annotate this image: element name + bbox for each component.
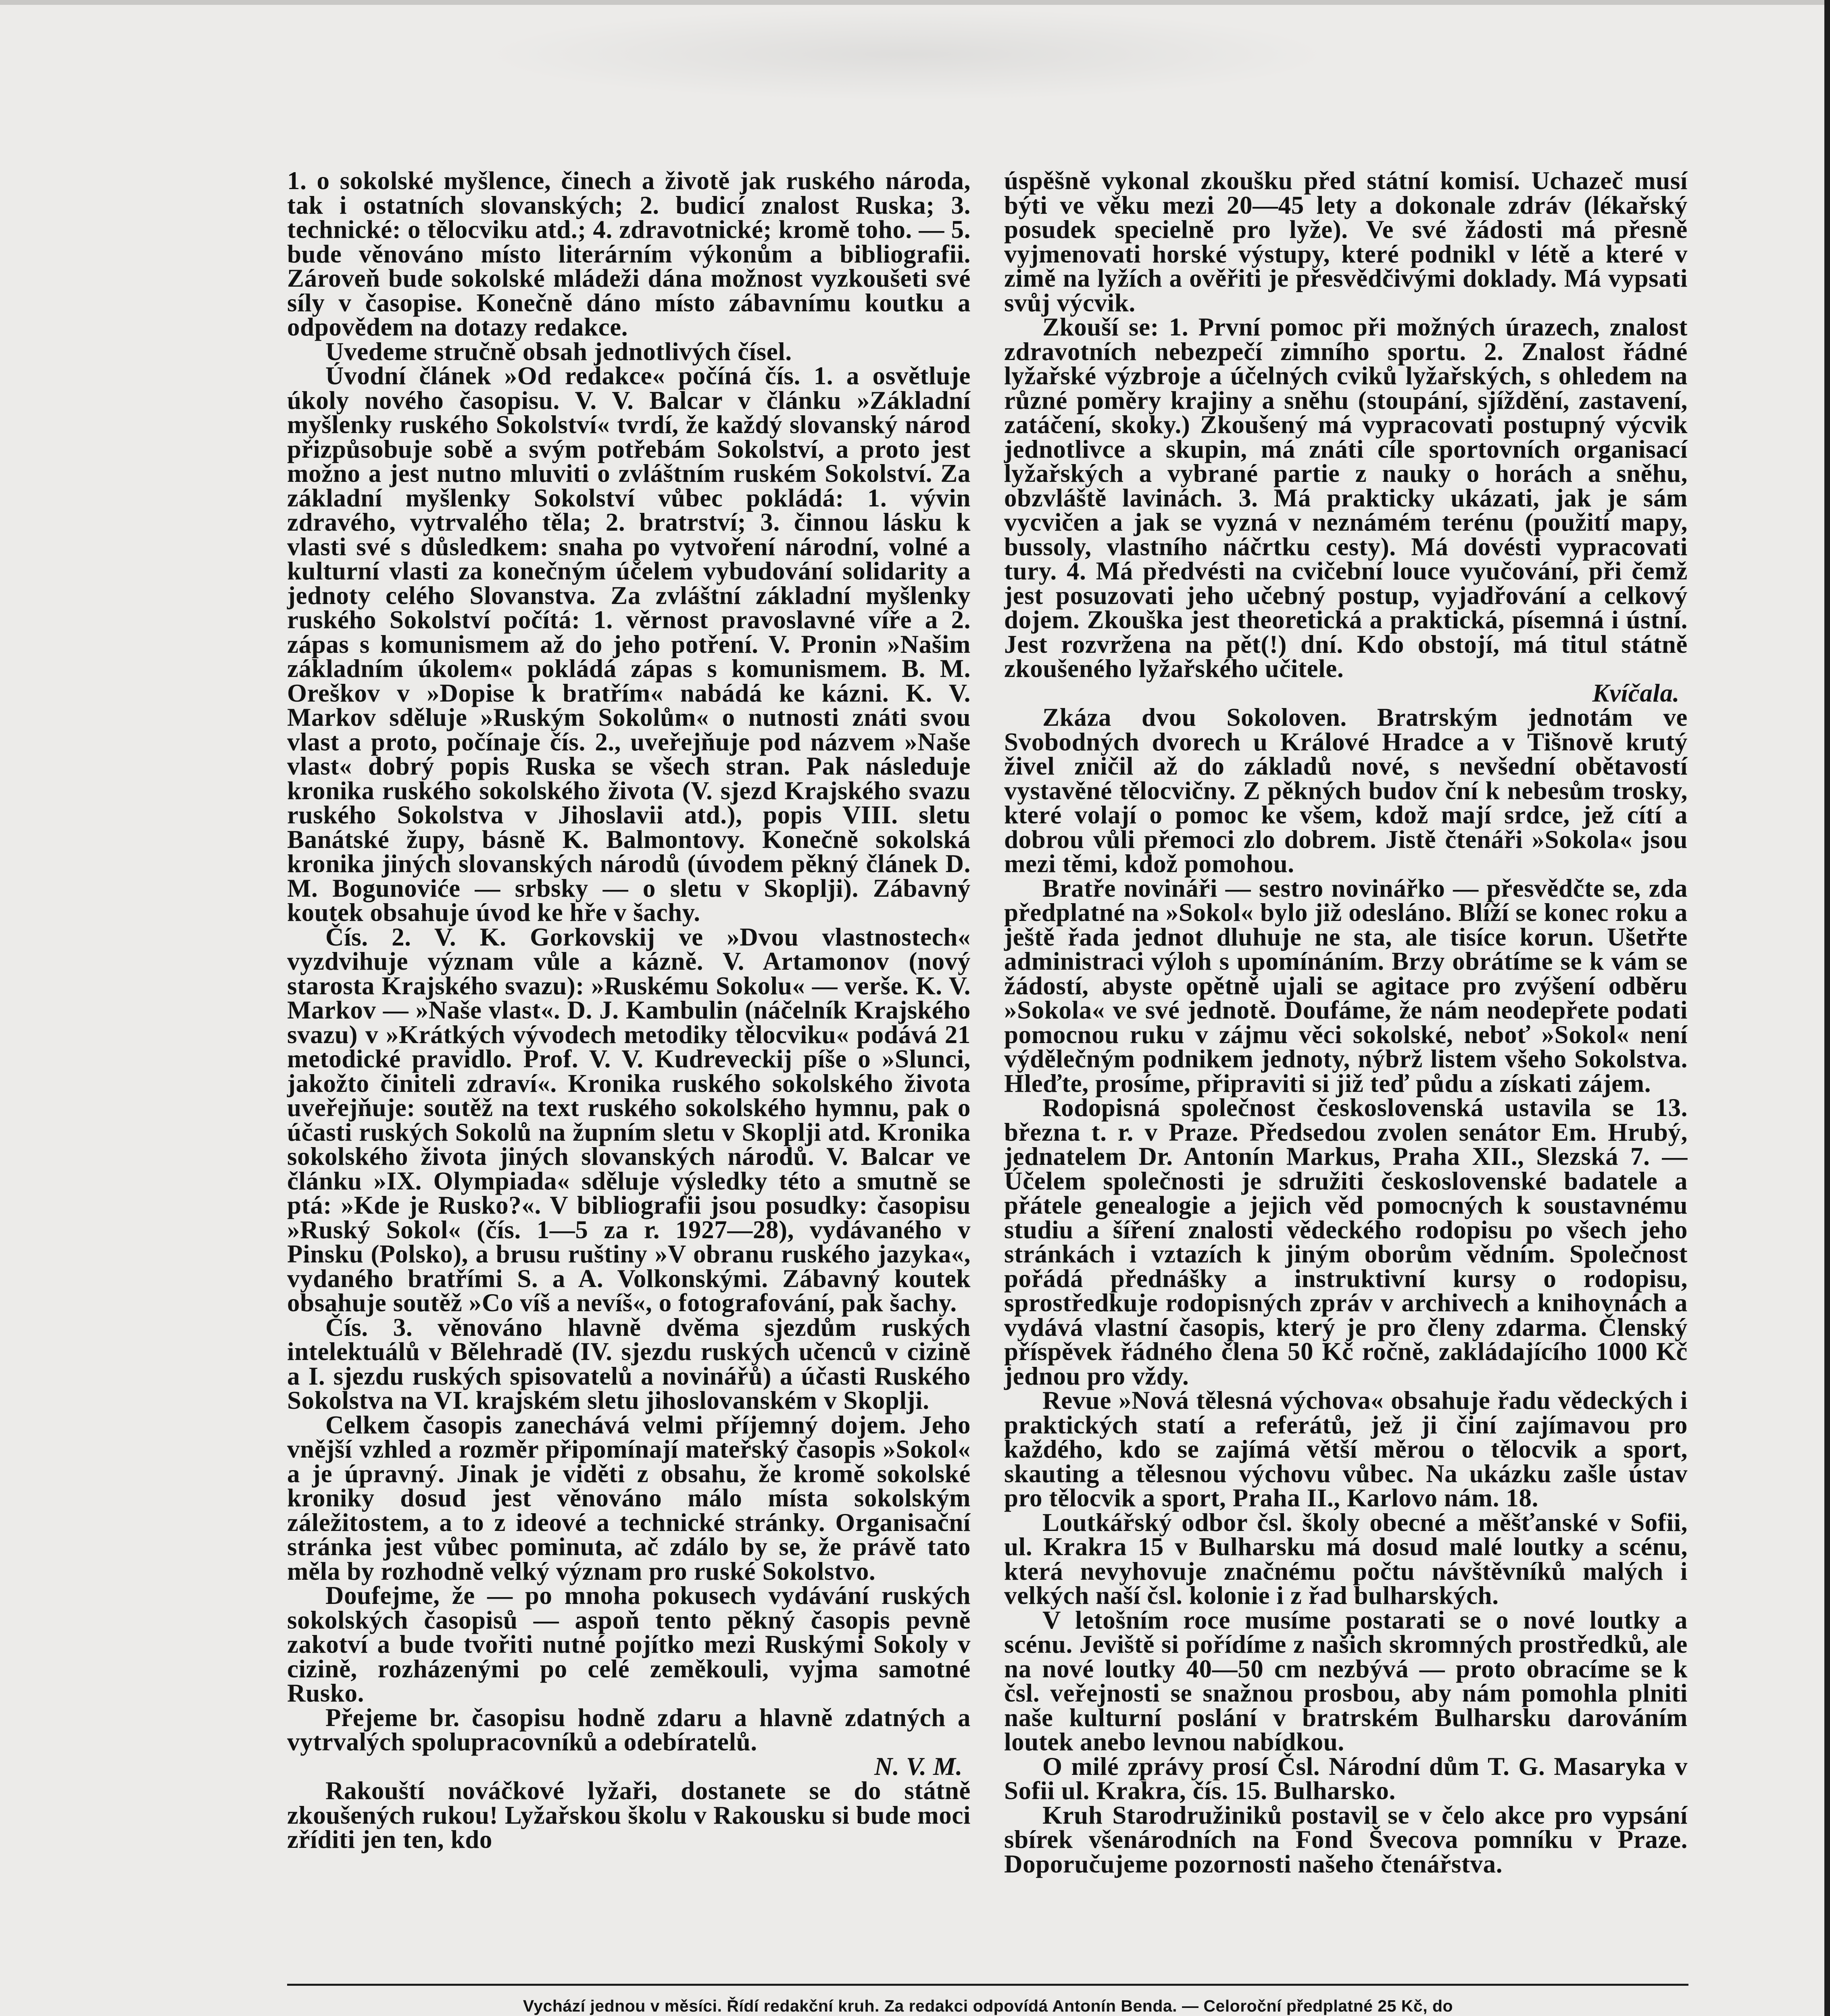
left-text-column xyxy=(287,169,971,1852)
paragraph-hope: Doufejme, že — po mnoha pokusech vydávání ruských sokolských časopisů — aspoň tento pěkný časopis pevně zakotví a bude tvořiti nutné pojítko mezi Ruskými Sokoly v cizině, rozházenými po celé zeměkouli, vyjma samotné Rusko. xyxy=(287,1581,971,1707)
paragraph-issue-3: Čís. 3. věnováno hlavně dvěma sjezdům ruských intelektuálů v Bělehradě (IV. sjezdu ruských učenců v cizině a I. sjezdu ruských spisovatelů a novinářů) a účasti Ruského Sokolstva na VI. krajském sletu jihoslovanském v Skoplji. xyxy=(287,1313,971,1414)
paragraph-austrian-skiers: Rakouští nováčkové lyžaři, dostanete se do státně zkoušených rukou! Lyžařskou školu v Rakousku si bude moci zříditi jen ten, kdo xyxy=(287,1776,971,1854)
paragraph-revue: Revue »Nová tělesná výchova« obsahuje řadu vědeckých i praktických statí a referátů, jež ji činí zajímavou pro každého, kdo se zajímá větší měrou o tělocvik a sport, skauting a tělesnou výchovu vůbec. Na ukázku zašle ústav pro tělocvik a sport, Praha II., Karlovo nám. 18. xyxy=(1004,1386,1688,1512)
scan-top-edge xyxy=(0,0,1830,5)
signature-nvm: N. V. M. xyxy=(874,1752,963,1781)
scan-smudge xyxy=(484,8,1331,101)
paragraph-puppet-appeal: V letošním roce musíme postarati se o nové loutky a scénu. Jeviště si pořídíme z našich skromných prostředků, ale na nové loutky 40—50 cm nezbývá — proto obracíme se k čsl. veřejnosti se snažnou prosbou, aby nám pomohla plniti naše kulturní poslání v bratrském Bulharsku darováním loutek anebo levnou nabídkou. xyxy=(1004,1606,1688,1756)
paragraph-intro-list: 1. o sokolské myšlence, činech a životě jak ruského národa, tak i ostatních slovanských; 2. budicí znalost Ruska; 3. technické: o tělocviku atd.; 4. zdravotnické; kromě toho. — 5. bude věnováno místo literárním výkonům a bibliografii. Zároveň bude sokolské mládeži dána možnost vyzkoušeti své síly v časopise. Konečně dáno místo zábavnímu koutku a odpovědem na dotazy redakce. xyxy=(287,167,971,341)
paragraph-genealogy-society: Rodopisná společnost československá ustavila se 13. března t. r. v Praze. Předsedou zvolen senátor Em. Hrubý, jednatelem Dr. Antonín Markus, Praha XII., Slezská 7. — Účelem společnosti je sdružiti československé badatele a přátele genealogie a jejich věd pomocných k soustavnému studiu a šíření znalosti vědeckého rodopisu po všech jeho stránkách i vztazích k jiným oborům vědním. Společnost pořádá přednášky a instruktivní kursy o rodopisu, sprostředkuje rodopisných zpráv v archivech a knihovnách a vydává vlastní časopis, který je pro členy zdarma. Členský příspěvek řádného člena 50 Kč ročně, zakládajícího 1000 Kč jednou pro vždy. xyxy=(1004,1093,1688,1390)
paragraph-puppet-section: Loutkářský odbor čsl. školy obecné a měšťanské v Sofii, ul. Krakra 15 v Bulharsku má dosud malé loutky a scénu, která nevyhovuje značnému počtu návštěvníků malých i velkých naší čsl. kolonie i z řad bulharských. xyxy=(1004,1508,1688,1610)
paragraph-issue-1: Úvodní článek »Od redakce« počíná čís. 1. a osvětluje úkoly nového časopisu. V. V. Balcar v článku »Základní myšlenky ruského Sokolství« tvrdí, že každý slovanský národ přizpůsobuje sobě a svým potřebám Sokolství, a proto jest možno a jest nutno mluviti o zvláštním ruském Sokolství. Za základní myšlenky Sokolství vůbec pokládá: 1. vývin zdravého, vytrvalého těla; 2. bratrství; 3. činnou lásku k vlasti své s důsledkem: snaha po vytvoření národní, volné a kulturní vlasti za konečným účelem vybudování solidarity a jednoty celého Slovanstva. Za zvláštní základní myšlenky ruského Sokolství počítá: 1. věrnost pravoslavné víře a 2. zápas s komunismem až do jeho potření. V. Pronin »Našim základním úkolem« pokládá zápas s komunismem. B. M. Oreškov v »Dopise k bratřím« nabádá ke kázni. K. V. Markov sděluje »Ruským Sokolům« o nutnosti znáti svou vlast a proto, počínaje čís. 2., uveřejňuje pod názvem »Naše vlast« dobrý popis Ruska se všech stran. Pak následuje kronika ruského sokolského života (V. sjezd Krajského svazu ruského Sokolstva v Jihoslavii atd.), popis VIII. sletu Banátské župy, básně K. Balmontovy. Konečně sokolská kronika jiných slovanských národů (úvodem pěkný článek D. M. Bogunoviće — srbsky — o sletu v Skoplji). Zábavný koutek obsahuje úvod ke hře v šachy. xyxy=(287,362,971,927)
scan-right-edge xyxy=(1824,0,1830,2016)
right-text-column xyxy=(1004,169,1688,1876)
paragraph-exam-contents: Zkouší se: 1. První pomoc při možných úrazech, znalost zdravotních nebezpečí zimního sportu. 2. Znalost řádné lyžařské výzbroje a účelných cviků lyžařských, s ohledem na různé poměry krajiny a sněhu (stoupání, sjíždění, zastavení, zatáčení, skoky.) Zkoušený má vypracovati postupný výcvik jednotlivce a skupin, má znáti cíle sportovních organisací lyžařských a vybrané partie z nauky o horách a sněhu, obzvláště lavinách. 3. Má prakticky ukázati, jak je sám vycvičen a jak se vyzná v neznámém terénu (použití mapy, bussoly, vlastního náčrtku cesty). Má dovésti vypracovati tury. 4. Má předvésti na cvičební louce vyučování, při čemž jest posuzovati jeho učebný postup, vyjadřování a celkový dojem. Zkouška jest theoretická a praktická, písemná i ústní. Jest rozvržena na pět(!) dní. Kdo obstojí, má titul státně zkoušeného lyžařského učitele. xyxy=(1004,313,1688,683)
paragraph-starodruzinici: Kruh Starodružiniků postavil se v čelo akce pro vypsání sbírek všenárodních na Fond Švecova pomníku v Praze. Doporučujeme pozornosti našeho čtenářstva. xyxy=(1004,1801,1688,1878)
paragraph-overall-impression: Celkem časopis zanechává velmi příjemný dojem. Jeho vnější vzhled a rozměr připomínají mateřský časopis »Sokol« a je úpravný. Jinak je viděti z obsahu, že kromě sokolské kroniky dosud jest věnováno málo místa sokolským záležitostem, a to z ideové a technické stránky. Organisační stránka jest vůbec pominuta, ač zdálo by se, že právě tato měla by rozhodně velký význam pro ruské Sokolstvo. xyxy=(287,1410,971,1585)
paragraph-issue-2: Čís. 2. V. K. Gorkovskij ve »Dvou vlastnostech« vyzdvihuje význam vůle a kázně. V. Artamonov (nový starosta Krajského svazu): »Ruskému Sokolu« — verše. K. V. Markov — »Naše vlast«. D. J. Kambulin (náčelník Krajského svazu) v »Krátkých vývodech metodiky tělocviku« podává 21 metodické pravidlo. Prof. V. V. Kudreveckij píše o »Slunci, jakožto činiteli zdraví«. Kronika ruského sokolského života uveřejňuje: soutěž na text ruského sokolského hymnu, pak o účasti ruských Sokolů na župním sletu v Skoplji atd. Kronika sokolského života jiných slovanských národů. V. Balcar ve článku »IX. Olympiada« sděluje výsledky této a smutně se ptá: »Kde je Rusko?«. V bibliografii jsou posudky: časopisu »Ruský Sokol« (čís. 1—5 za r. 1927—28), vydávaného v Pinsku (Polsko), a brusu ruštiny »V obranu ruského jazyka«, vydaného bratřími S. a A. Volkonskými. Zábavný koutek obsahuje soutěž »Co víš a nevíš«, o fotografování, pak šachy. xyxy=(287,923,971,1317)
paragraph-subscription-appeal: Bratře novináři — sestro novinářko — přesvědčte se, zda předplatné na »Sokol« bylo již odesláno. Blíží se konec roku a ještě řada jednot dluhuje ne sta, ale tisíce korun. Ušetřte administraci výloh s upomínáním. Brzy obrátíme se k vám se žádostí, abyste opětně ujali se agitace pro zvýšení odběru »Sokola« ve své jednotě. Doufáme, že nám neodepřete podati pomocnou ruku v zájmu věci sokolské, neboť »Sokol« není výdělečným podnikem jednoty, nýbrž listem všeho Sokolstva. Hleďte, prosíme, připraviti si již teď půdu a získati zájem. xyxy=(1004,874,1688,1098)
paragraph-ski-exam: úspěšně vykonal zkoušku před státní komisí. Uchazeč musí býti ve věku mezi 20—45 lety a dokonale zdráv (lékařský posudek specielně pro lyže). Ve své žádosti má přesně vyjmenovati horské výstupy, které podnikl v létě a které v zimě na lyžích a ověřiti je přesvědčivými doklady. Má vypsati svůj výcvik. xyxy=(1004,167,1688,317)
footer-divider xyxy=(287,1984,1688,1986)
paragraph-contact: O milé zprávy prosí Čsl. Národní dům T. G. Masaryka v Sofii ul. Krakra, čís. 15. Bulharsko. xyxy=(1004,1752,1688,1805)
footer-line-1: Vychází jednou v měsíci. Řídí redakční kruh. Za redakci odpovídá Antonín Benda. — Celoroční předplatné 25 Kč, do xyxy=(523,1997,1453,2015)
paragraph-contents-summary: Uvedeme stručně obsah jednotlivých čísel. xyxy=(325,337,792,366)
paragraph-wishes: Přejeme br. časopisu hodně zdaru a hlavně zdatných a vytrvalých spolupracovníků a odebíratelů. xyxy=(287,1703,971,1756)
paragraph-sokolovna-destruction: Zkáza dvou Sokoloven. Bratrským jednotám ve Svobodných dvorech u Králové Hradce a v Tišnově krutý živel zničil až do základů nové, s nevšední obětavostí vystavěné tělocvičny. Z pěkných budov ční k nebesům trosky, které volají o pomoc ke všem, kdož mají srdce, jež cítí a dobrou vůli přemoci zlo dobrem. Jistě čtenáři »Sokola« jsou mezi těmi, kdož pomohou. xyxy=(1004,703,1688,878)
signature-kvicala: Kvíčala. xyxy=(1592,679,1680,707)
imprint-footer xyxy=(298,1996,1678,2016)
